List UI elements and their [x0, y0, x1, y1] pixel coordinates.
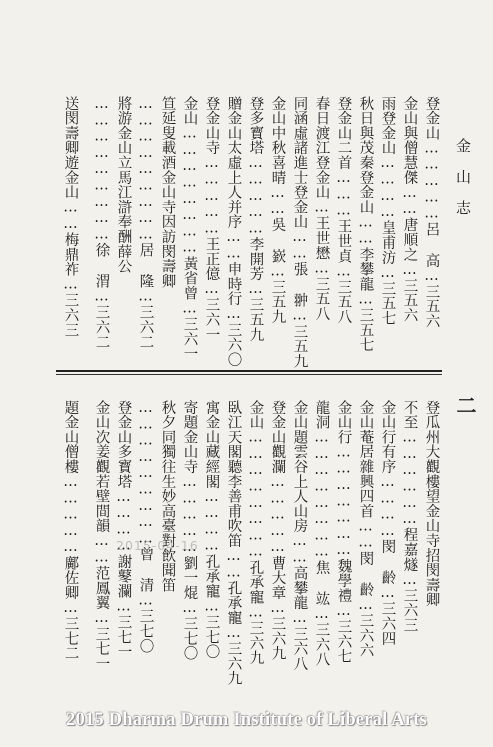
toc-entry: 笪延叟載酒金山寺因訪閔壽卿 [159, 96, 176, 289]
toc-entry: 同涵虛諸進士登金山……張 翀…三五九 [291, 96, 308, 369]
toc-entry: 送閔壽卿遊金山……梅鼎祚…三六三 [62, 96, 79, 338]
section-divider-thick [56, 370, 442, 372]
toc-entry: 金山題雲谷上人山房……高攀龍…三六八 [291, 400, 308, 671]
toc-entry-continued: ………………………居 隆…三六二 [137, 96, 154, 350]
toc-entry: 金山菴居雜興四首……閔 齡…三六六 [357, 400, 374, 658]
toc-entry: 寓金山藏經閣…………孔承寵…三七〇 [203, 400, 220, 660]
toc-entry: 題金山僧樓……………鄺佐卿…三七二 [62, 400, 79, 661]
toc-entry: 金山行有序…………閔 齡…三六四 [379, 400, 396, 646]
page-number: 二 [453, 395, 477, 415]
toc-entry: 金山中秋喜晴……吳 嶔…三五九 [269, 96, 286, 324]
toc-entry: 登瓜州大觀樓望金山寺招閔壽卿 [423, 400, 440, 608]
toc-entry: 金山行…………………魏學禮…三六七 [335, 400, 352, 664]
toc-entry: 金山……………………黃省曾…三六一 [181, 96, 198, 362]
toc-entry: 登多寳塔……………李開芳…三五九 [247, 96, 264, 342]
scan-date-stamp: 2015-04-16 [116, 538, 199, 553]
toc-entry-continued: ………………………徐 渭…三六二 [93, 96, 110, 350]
toc-entry: 金山……………………孔承寵…三六九 [247, 400, 264, 666]
toc-entry: 登金山二首………王世貞…三五八 [335, 96, 352, 324]
toc-entry: 金山與僧慧傑……唐順之…三五六 [401, 96, 418, 323]
toc-entry: 雨登金山…………皇甫汸…三五七 [379, 96, 396, 326]
toc-entry: 登金山多寳塔…………謝鼕瀾…三七一 [115, 400, 132, 660]
toc-entry: 寄題金山寺……………劉一焜…三七〇 [181, 400, 198, 661]
toc-entry: 春日渡江登金山…王世懋…三五八 [313, 96, 330, 321]
toc-entry: 臥江天閣聽李善甫吹笛……孔承寵…三六九 [225, 400, 242, 686]
toc-entry: 贈金山太虛上人并序……申時行…三六〇 [225, 96, 242, 367]
section-divider-thin [56, 374, 442, 375]
toc-entry: 金山次姜觀若壁間韻……范鳳翼…三七一 [93, 400, 110, 671]
toc-entry: 將游金山立馬江滸奉酬薛公 [115, 96, 132, 274]
toc-entry: 秋日與茂秦登金山……李攀龍…三五七 [357, 96, 374, 353]
toc-entry: 登金山觀瀾……………曹大章…三六九 [269, 400, 286, 661]
toc-entry: 龍洞……………………焦 竑…三六八 [313, 400, 330, 667]
book-title: 金山志 [454, 138, 472, 231]
footer-watermark: 2015 Dharma Drum Institute of Liberal Arts [66, 710, 427, 730]
toc-entry-continued: 不至………………程嘉燧…三六三 [401, 400, 418, 633]
toc-entry: 登金山……………呂 高…三五六 [423, 96, 440, 329]
toc-entry: 秋夕同獨往生妙高臺對飲聞笛 [159, 400, 176, 593]
toc-entry: 登金山寺……………王正億…三六一 [203, 96, 220, 342]
toc-entry-continued: ………………………曾 清…三七〇 [137, 400, 154, 654]
